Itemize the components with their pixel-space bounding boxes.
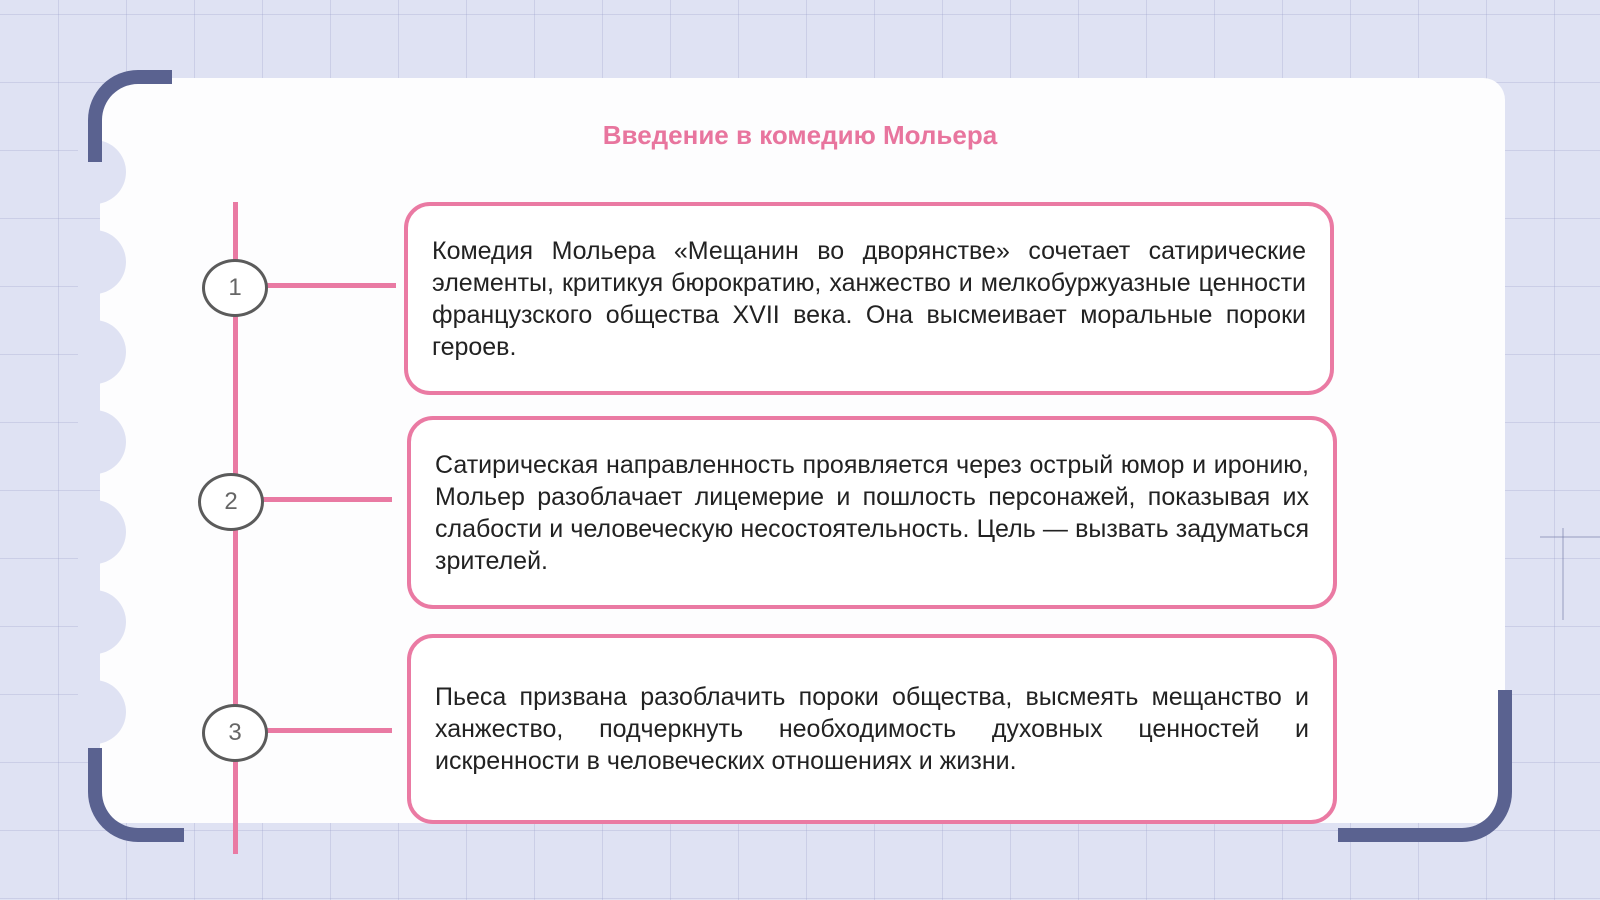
timeline-card-text: Комедия Мольера «Мещанин во дворянстве» сочетает сатирические элементы, критикуя бюрократию, ханжество и мелкобуржуазные ценности французского общества XVII века. Она высмеивает моральные пороки героев.	[432, 236, 1306, 361]
timeline-card-2	[407, 416, 1337, 609]
timeline-number: 1	[228, 274, 242, 301]
frame-corner-bottom-left	[88, 748, 184, 842]
slide-title: Введение в комедию Мольера	[602, 120, 998, 150]
timeline-marker-1	[202, 259, 268, 317]
timeline-card-1	[404, 202, 1334, 395]
timeline-marker-2	[198, 473, 264, 531]
frame-corner-bottom-right	[1338, 690, 1512, 842]
background-guide-vertical	[1562, 528, 1564, 620]
timeline-card-3	[407, 634, 1337, 824]
background-guide-horizontal	[1540, 536, 1600, 538]
timeline-connector	[266, 283, 396, 288]
timeline-number: 2	[224, 488, 238, 515]
timeline-card-text: Сатирическая направленность проявляется через острый юмор и иронию, Мольер разоблачает лицемерие и пошлость персонажей, показывая их слабости и человеческую несостоятельность. Цель — вызвать задуматься зрителей.	[435, 450, 1309, 575]
timeline-number: 3	[228, 719, 242, 746]
timeline-card-text: Пьеса призвана разоблачить пороки общества, высмеять мещанство и ханжество, подчеркнуть необходимость духовных ценностей и искренности в человеческих отношениях и жизни.	[435, 683, 1309, 775]
timeline-connector	[266, 728, 392, 733]
timeline-connector	[262, 497, 392, 502]
timeline-marker-3	[202, 704, 268, 762]
